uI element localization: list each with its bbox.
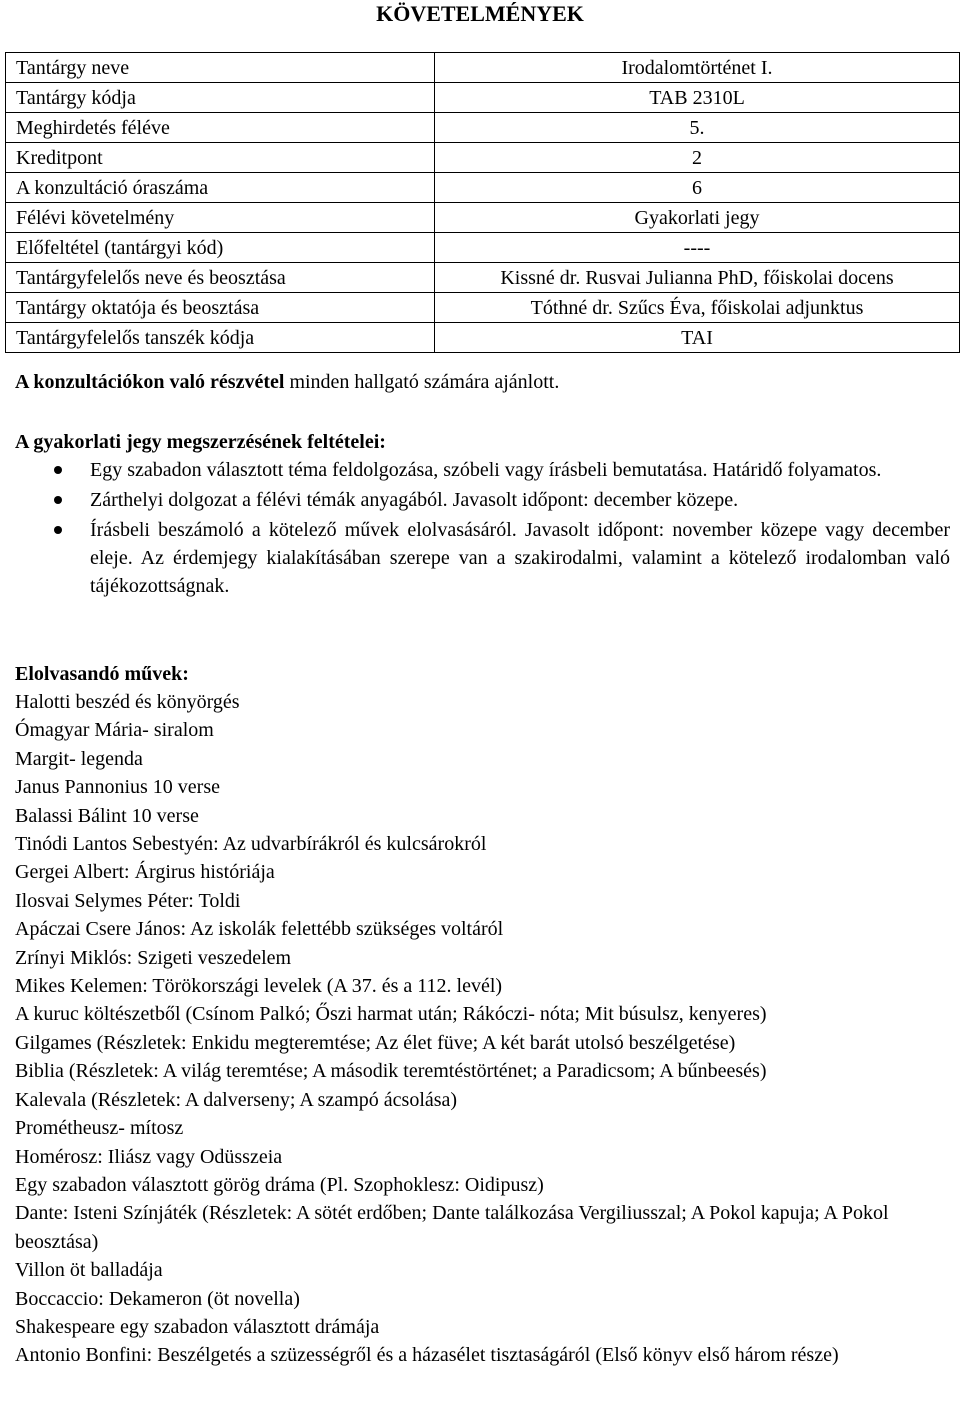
condition-item (15, 456, 950, 484)
info-value: Tóthné dr. Szűcs Éva, főiskolai adjunktus (435, 293, 960, 323)
conditions-heading: A gyakorlati jegy megszerzésének feltételei: (15, 431, 386, 453)
work-item: Ómagyar Mária- siralom (15, 719, 214, 742)
work-item: Egy szabadon választott görög dráma (Pl. Szophoklesz: Oidipusz) (15, 1173, 544, 1196)
work-item: A kuruc költészetből (Csínom Palkó; Őszi harmat után; Rákóczi- nóta; Mit búsulsz, kenyeres) (15, 1003, 767, 1026)
work-item: Boccaccio: Dekameron (öt novella) (15, 1287, 300, 1310)
info-row (6, 143, 960, 173)
info-value: ---- (435, 233, 960, 263)
work-item: Balassi Bálint 10 verse (15, 804, 199, 827)
work-item: Prométheusz- mítosz (15, 1117, 184, 1140)
info-row (6, 323, 960, 353)
info-key: Félévi követelmény (6, 203, 435, 233)
conditions-list (15, 456, 950, 600)
work-item: Apáczai Csere János: Az iskolák felettébb szükséges voltáról (15, 918, 504, 941)
page-title: KÖVETELMÉNYEK (376, 1, 584, 26)
condition-item (15, 516, 950, 600)
course-info-table (5, 52, 960, 353)
condition-text: Írásbeli beszámoló a kötelező művek elolvasásáról. Javasolt időpont: november közepe vagy december eleje. Az érdemjegy kialakításában szerepe van a szakirodalmi, valamint a kötelező irodalomban való tájékozottságnak. (90, 519, 950, 597)
info-key: Tantárgy neve (6, 53, 435, 83)
work-item: Villon öt balladája (15, 1259, 163, 1282)
info-key: Előfeltétel (tantárgyi kód) (6, 233, 435, 263)
work-item: Dante: Isteni Színjáték (Részletek: A sötét erdőben; Dante találkozása Vergiliusszal; A Pokol kapuja; A Pokol beosztása) (15, 1202, 889, 1253)
attendance-note-bold: A konzultációkon való részvétel (15, 371, 285, 393)
reading-list (15, 660, 950, 1370)
info-key: Tantárgyfelelős neve és beosztása (6, 263, 435, 293)
work-item: Mikes Kelemen: Törökországi levelek (A 37. és a 112. levél) (15, 975, 503, 998)
info-row (6, 83, 960, 113)
work-item: Gilgames (Részletek: Enkidu megteremtése; Az élet füve; A két barát utolsó beszélgetése) (15, 1031, 736, 1054)
work-item: Tinódi Lantos Sebestyén: Az udvarbírákról és kulcsárokról (15, 833, 487, 856)
work-item: Margit- legenda (15, 747, 143, 770)
works-list (15, 688, 950, 1370)
info-row (6, 53, 960, 83)
bullet-icon (54, 526, 62, 534)
info-value: Gyakorlati jegy (435, 203, 960, 233)
work-item: Ilosvai Selymes Péter: Toldi (15, 889, 241, 912)
work-item: Homérosz: Iliász vagy Odüsszeia (15, 1145, 283, 1168)
info-value: TAB 2310L (435, 83, 960, 113)
work-item: Zrínyi Miklós: Szigeti veszedelem (15, 946, 292, 969)
info-key: Tantárgyfelelős tanszék kódja (6, 323, 435, 353)
info-value: Irodalomtörténet I. (435, 53, 960, 83)
work-item: Halotti beszéd és könyörgés (15, 691, 240, 713)
condition-item (15, 486, 950, 514)
info-value: 5. (435, 113, 960, 143)
info-key: Tantárgy oktatója és beosztása (6, 293, 435, 323)
condition-text: Zárthelyi dolgozat a félévi témák anyagából. Javasolt időpont: december közepe. (90, 489, 739, 511)
info-row (6, 113, 960, 143)
info-row (6, 173, 960, 203)
work-item: Kalevala (Részletek: A dalverseny; A szampó ácsolása) (15, 1088, 458, 1111)
work-item: Janus Pannonius 10 verse (15, 776, 220, 799)
work-item: Shakespeare egy szabadon választott drámája (15, 1315, 380, 1338)
info-row (6, 263, 960, 293)
info-value: 6 (435, 173, 960, 203)
info-row (6, 203, 960, 233)
info-key: A konzultáció óraszáma (6, 173, 435, 203)
grade-conditions (15, 428, 950, 600)
work-item: Antonio Bonfini: Beszélgetés a szüzességről és a házasélet tisztaságáról (Első könyv első három része) (15, 1344, 839, 1367)
info-key: Meghirdetés féléve (6, 113, 435, 143)
info-row (6, 293, 960, 323)
bullet-icon (54, 466, 62, 474)
work-item: Biblia (Részletek: A világ teremtése; A második teremtéstörténet; a Paradicsom; A bűnbeesés) (15, 1060, 767, 1083)
condition-text: Egy szabadon választott téma feldolgozása, szóbeli vagy írásbeli bemutatása. Határidő folyamatos. (90, 459, 882, 481)
info-value: 2 (435, 143, 960, 173)
work-item: Gergei Albert: Árgirus históriája (15, 861, 275, 884)
bullet-icon (54, 496, 62, 504)
info-key: Tantárgy kódja (6, 83, 435, 113)
info-value: TAI (435, 323, 960, 353)
works-heading: Elolvasandó művek: (15, 663, 189, 685)
info-key: Kreditpont (6, 143, 435, 173)
attendance-note-rest: minden hallgató számára ajánlott. (284, 371, 560, 393)
info-row (6, 233, 960, 263)
info-value: Kissné dr. Rusvai Julianna PhD, főiskolai docens (435, 263, 960, 293)
attendance-note (15, 368, 559, 396)
